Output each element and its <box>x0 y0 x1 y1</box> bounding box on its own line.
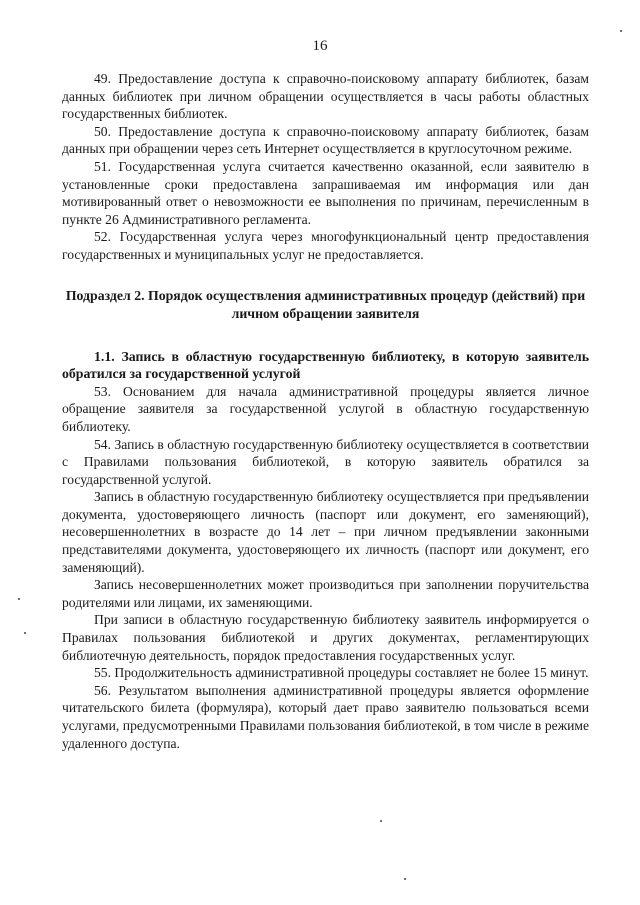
page-number: 16 <box>312 38 328 54</box>
paragraph-49: 49. Предоставление доступа к справочно-поисковому аппарату библиотек, базам данных библиотек при личном обращении осуществляется в часы работы областных государственных библиотек. <box>62 71 589 122</box>
paragraph-rules-information: При записи в областную государственную библиотеку заявитель информируется о Правилах пользования библиотекой и других документах, регламентирующих библиотечную деятельность, порядок предоставления государственных услуг. <box>62 612 589 663</box>
paragraph-54: 54. Запись в областную государственную библиотеку осуществляется в соответствии с Правилами пользования библиотекой, в которую заявитель обратился за государственной услугой. <box>62 436 589 487</box>
section-title: Подраздел 2. Порядок осуществления административных процедур (действий) при личном обращении заявителя <box>65 287 586 321</box>
scan-speck <box>24 632 26 634</box>
document-body <box>62 70 589 752</box>
scan-speck <box>404 878 406 880</box>
paragraph-minors-registration: Запись несовершеннолетних может производиться при заполнении поручительства родителями или лицами, их заменяющими. <box>62 577 589 610</box>
scan-speck <box>380 820 382 822</box>
scan-speck <box>620 30 622 32</box>
paragraph-53: 53. Основанием для начала административной процедуры является личное обращение заявителя за государственной услугой в областную государственную библиотеку. <box>62 383 589 434</box>
paragraph-55: 55. Продолжительность административной процедуры составляет не более 15 минут. <box>94 665 589 681</box>
subsection-title: 1.1. Запись в областную государственную библиотеку, в которую заявитель обратился за государственной услугой <box>62 348 589 382</box>
paragraph-registration-documents: Запись в областную государственную библиотеку осуществляется при предъявлении документа, удостоверяющего личность (паспорт или документ, его заменяющий), несовершеннолетних в возрасте до 14 лет – при личном предъявлении законными представителями документа, удостоверяющего их личность (паспорт или документ, его заменяющий). <box>62 489 589 575</box>
scan-speck <box>18 598 20 600</box>
paragraph-50: 50. Предоставление доступа к справочно-поисковому аппарату библиотек, базам данных при обращении через сеть Интернет осуществляется в круглосуточном режиме. <box>62 123 589 157</box>
paragraph-52: 52. Государственная услуга через многофункциональный центр предоставления государственных и муниципальных услуг не предоставляется. <box>62 229 589 262</box>
paragraph-56: 56. Результатом выполнения административной процедуры является оформление читательского билета (формуляра), который дает право заявителю пользоваться всеми услугами, предусмотренными Правилами пользования библиотекой, в том числе в режиме удаленного доступа. <box>62 682 589 751</box>
paragraph-51: 51. Государственная услуга считается качественно оказанной, если заявителю в установленные сроки предоставлена запрашиваемая им информация или дан мотивированный ответ о невозможности ее выполнения по причинам, перечисленным в пункте 26 Административного регламента. <box>62 158 589 227</box>
